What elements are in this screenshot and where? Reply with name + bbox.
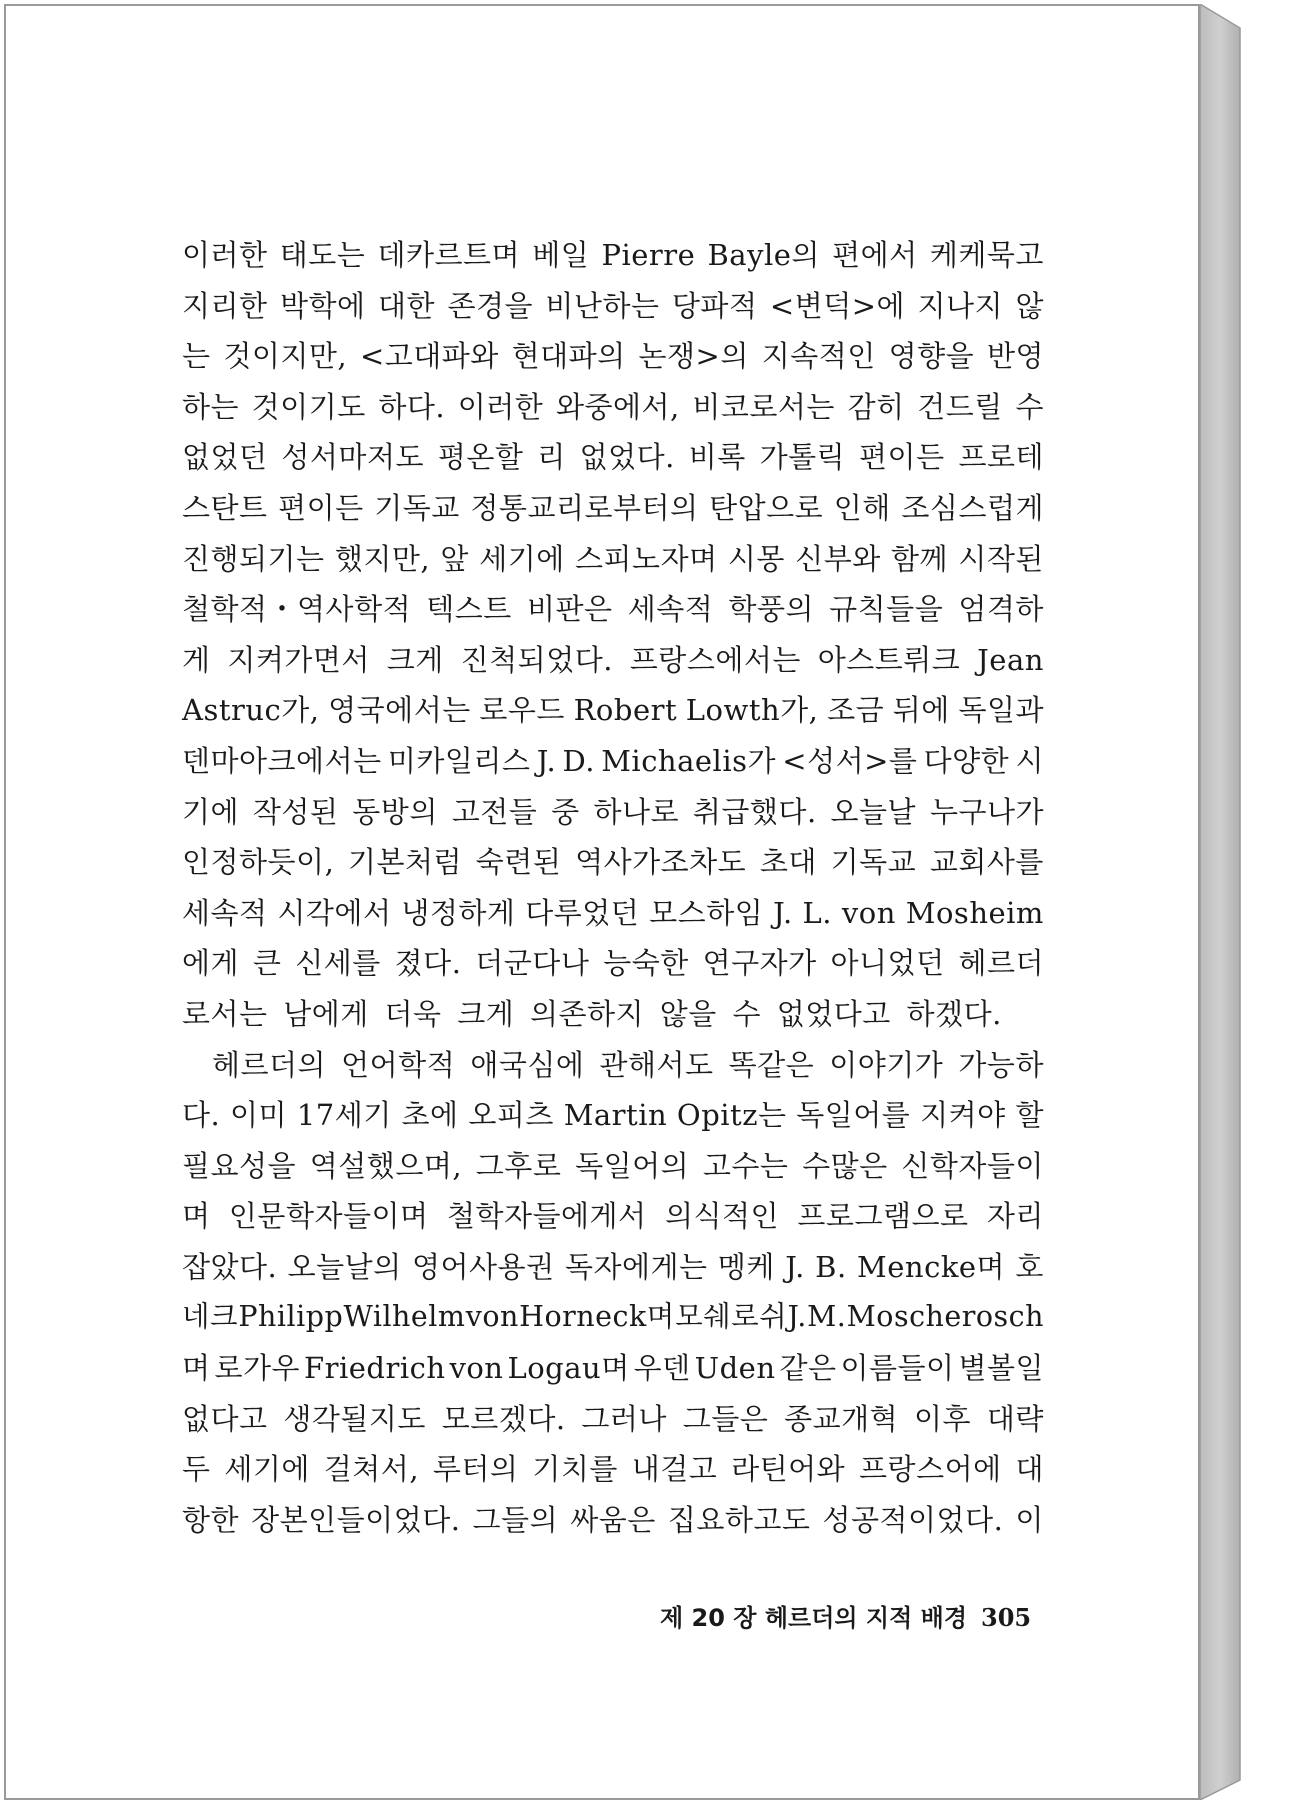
body-text — [182, 230, 1044, 1545]
page-footer — [660, 1598, 1032, 1633]
text-line: 네크 Philipp Wilhelm von Horneck며 모쉐로쉬 J. M. Moscherosch — [182, 1300, 1044, 1334]
text-line: 헤르더의 언어학적 애국심에 관해서도 똑같은 이야기가 가능하 — [212, 1047, 1044, 1082]
text-line: 게 지켜가면서 크게 진척되었다. 프랑스에서는 아스트뤼크 Jean — [182, 642, 1044, 677]
book-page-edge — [1200, 4, 1244, 1800]
text-line: 필요성을 역설했으며, 그후로 독일어의 고수는 수많은 신학자들이 — [182, 1148, 1044, 1183]
text-line: 지리한 박학에 대한 존경을 비난하는 당파적 <변덕>에 지나지 않 — [182, 288, 1044, 323]
text-line: 항한 장본인들이었다. 그들의 싸움은 집요하고도 성공적이었다. 이 — [182, 1502, 1044, 1537]
text-line: 이러한 태도는 데카르트며 베일 Pierre Bayle의 편에서 케케묵고 — [182, 238, 1044, 272]
text-line: 며 인문학자들이며 철학자들에게서 의식적인 프로그램으로 자리 — [182, 1199, 1044, 1234]
text-line: 에게 큰 신세를 졌다. 더군다나 능숙한 연구자가 아니었던 헤르더 — [182, 946, 1044, 981]
text-line: 기에 작성된 동방의 고전들 중 하나로 취급했다. 오늘날 누구나가 — [182, 794, 1044, 829]
text-line: 하는 것이기도 하다. 이러한 와중에서, 비코로서는 감히 건드릴 수 — [182, 389, 1044, 424]
text-line: 며 로가우 Friedrich von Logau며 우덴 Uden 같은 이름들이 별볼일 — [182, 1351, 1044, 1386]
text-line: 는 것이지만, <고대파와 현대파의 논쟁>의 지속적인 영향을 반영 — [182, 339, 1044, 374]
text-line: 덴마아크에서는 미카일리스 J. D. Michaelis가 <성서>를 다양한 시 — [182, 743, 1044, 778]
running-header-chapter: 제 20 장 헤르더의 지적 배경 — [660, 1604, 968, 1632]
text-line: 잡았다. 오늘날의 영어사용권 독자에게는 멩케 J. B. Mencke며 호 — [182, 1249, 1044, 1284]
text-line: Astruc가, 영국에서는 로우드 Robert Lowth가, 조금 뒤에 독일과 — [182, 693, 1044, 728]
text-line: 없었던 성서마저도 평온할 리 없었다. 비록 가톨릭 편이든 프로테 — [182, 440, 1044, 475]
page-number: 305 — [981, 1603, 1032, 1632]
text-line: 스탄트 편이든 기독교 정통교리로부터의 탄압으로 인해 조심스럽게 — [182, 490, 1044, 525]
text-line: 인정하듯이, 기본처럼 숙련된 역사가조차도 초대 기독교 교회사를 — [182, 845, 1044, 880]
text-line: 철학적・역사학적 텍스트 비판은 세속적 학풍의 규칙들을 엄격하 — [182, 592, 1044, 627]
text-line: 다. 이미 17세기 초에 오피츠 Martin Opitz는 독일어를 지켜야 할 — [182, 1098, 1044, 1133]
text-line: 두 세기에 걸쳐서, 루터의 기치를 내걸고 라틴어와 프랑스어에 대 — [182, 1452, 1044, 1487]
text-line: 진행되기는 했지만, 앞 세기에 스피노자며 시몽 신부와 함께 시작된 — [182, 541, 1044, 576]
text-line: 없다고 생각될지도 모르겠다. 그러나 그들은 종교개혁 이후 대략 — [182, 1401, 1044, 1436]
text-line: 로서는 남에게 더욱 크게 의존하지 않을 수 없었다고 하겠다. — [182, 996, 1002, 1031]
text-line: 세속적 시각에서 냉정하게 다루었던 모스하임 J. L. von Mosheim — [182, 895, 1044, 930]
